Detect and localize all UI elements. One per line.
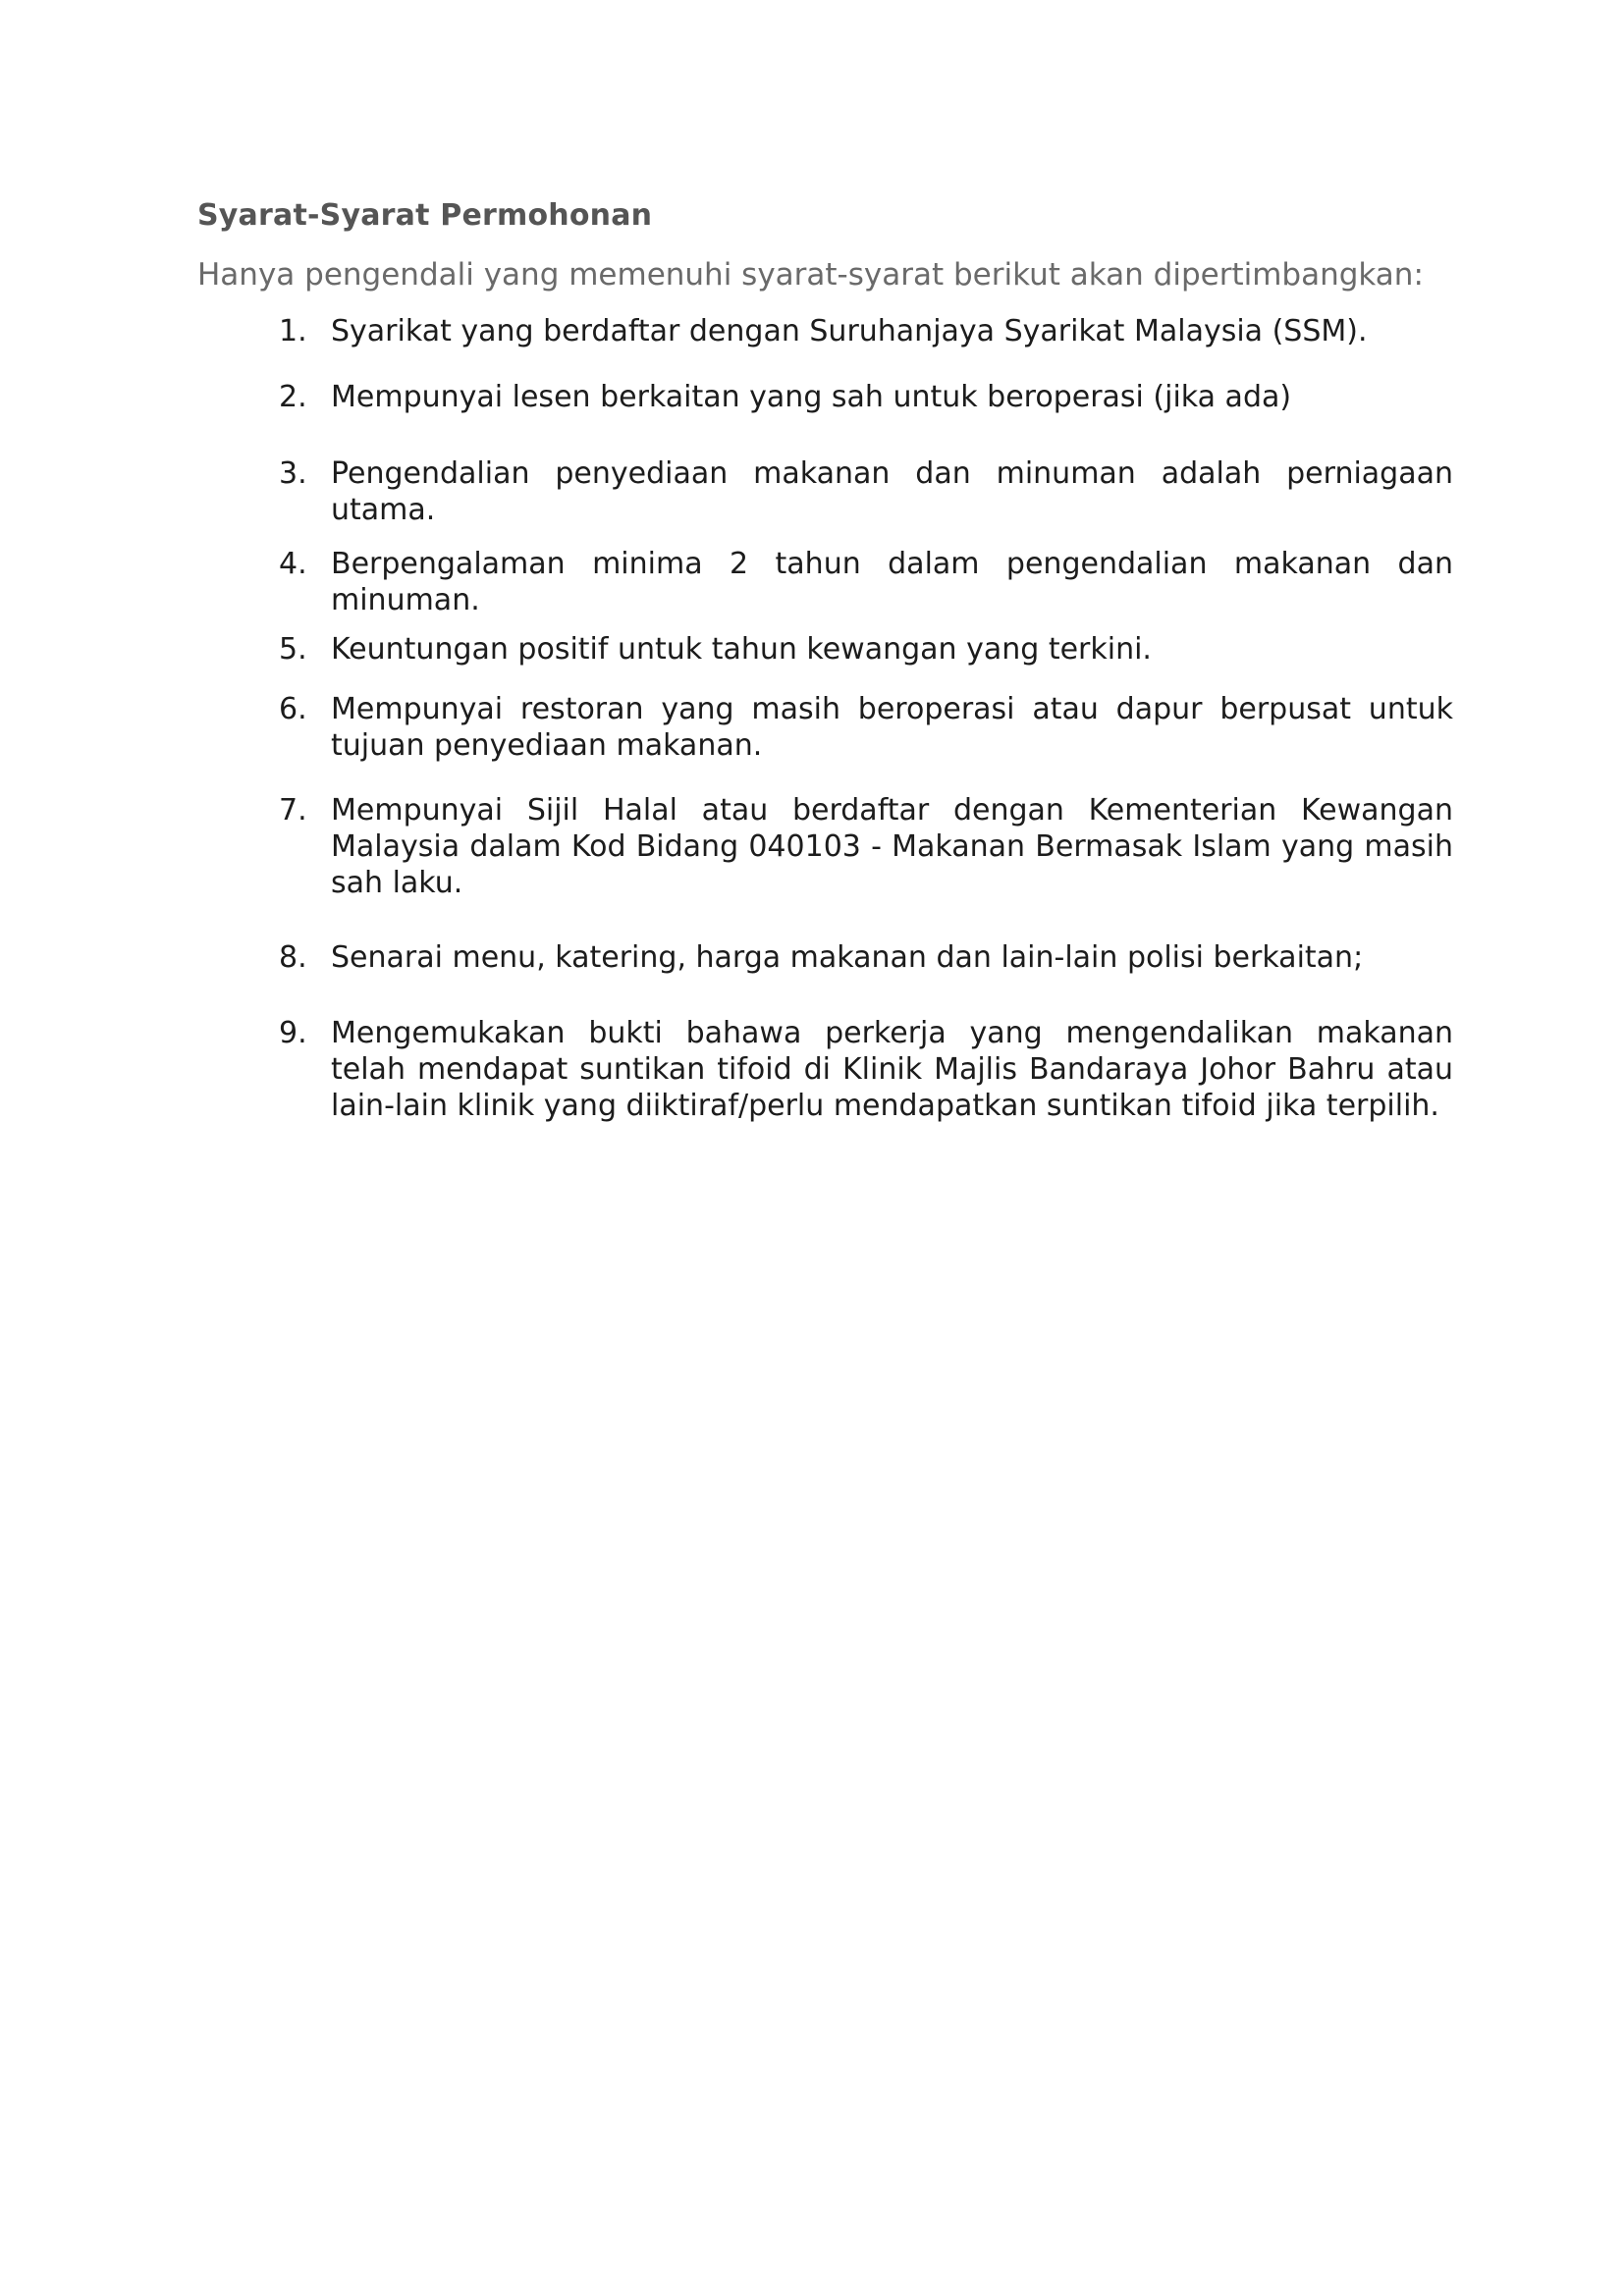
- intro-text: Hanya pengendali yang memenuhi syarat-syarat berikut akan dipertimbangkan:: [197, 257, 1424, 293]
- list-item-number: 5.: [279, 632, 307, 667]
- list-item-text: Mempunyai lesen berkaitan yang sah untuk beroperasi (jika ada): [331, 380, 1292, 414]
- section-heading: Syarat-Syarat Permohonan: [197, 198, 653, 233]
- list-item-text: Mempunyai Sijil Halal atau berdaftar dengan Kementerian Kewangan Malaysia dalam Kod Bidang 040103 - Makanan Bermasak Islam yang masih sah laku.: [331, 793, 1453, 900]
- list-item-text: Pengendalian penyediaan makanan dan minuman adalah perniagaan utama.: [331, 456, 1453, 527]
- list-item-number: 7.: [279, 793, 307, 828]
- list-item-text: Syarikat yang berdaftar dengan Suruhanjaya Syarikat Malaysia (SSM).: [331, 314, 1368, 348]
- list-item-number: 6.: [279, 692, 307, 726]
- list-item-text: Berpengalaman minima 2 tahun dalam pengendalian makanan dan minuman.: [331, 547, 1453, 617]
- list-item-text: Keuntungan positif untuk tahun kewangan yang terkini.: [331, 632, 1152, 667]
- list-item-number: 8.: [279, 940, 307, 975]
- list-item-number: 1.: [279, 314, 307, 348]
- list-item-text: Mengemukakan bukti bahawa perkerja yang mengendalikan makanan telah mendapat suntikan tifoid di Klinik Majlis Bandaraya Johor Bahru atau lain-lain klinik yang diiktiraf/perlu mendapatkan suntikan tifoid jika terpilih.: [331, 1016, 1453, 1123]
- list-item-text: Senarai menu, katering, harga makanan dan lain-lain polisi berkaitan;: [331, 940, 1364, 975]
- list-item-number: 2.: [279, 380, 307, 414]
- list-item-number: 9.: [279, 1016, 307, 1050]
- list-item-text: Mempunyai restoran yang masih beroperasi atau dapur berpusat untuk tujuan penyediaan makanan.: [331, 692, 1453, 763]
- list-item-number: 4.: [279, 547, 307, 581]
- list-item-number: 3.: [279, 456, 307, 491]
